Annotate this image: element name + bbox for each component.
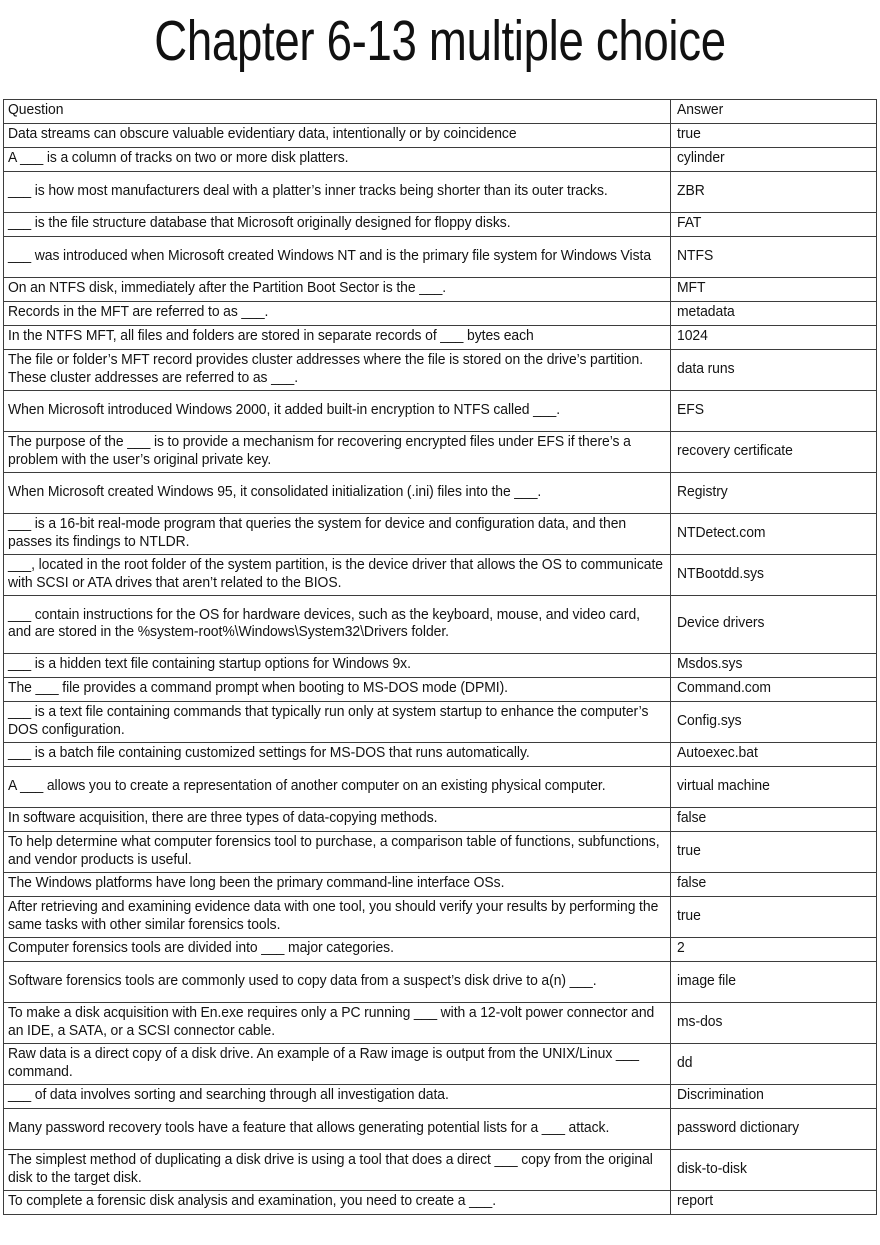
- question-cell: [4, 302, 671, 326]
- question-cell: [4, 596, 671, 654]
- table-row: [4, 1044, 877, 1085]
- table-row: [4, 1003, 877, 1044]
- question-cell: [4, 1003, 671, 1044]
- answer-cell: [671, 767, 877, 808]
- answer-text: 2: [677, 940, 685, 957]
- question-text: Records in the MFT are referred to as ___.: [8, 304, 269, 321]
- question-cell: [4, 278, 671, 302]
- answer-cell: [671, 302, 877, 326]
- table-row: [4, 1109, 877, 1150]
- answer-cell: [671, 596, 877, 654]
- answer-text: NTFS: [677, 247, 714, 264]
- question-cell: [4, 702, 671, 743]
- question-text: The ___ file provides a command prompt when booting to MS-DOS mode (DPMI).: [8, 680, 509, 697]
- answer-cell: [671, 1191, 877, 1215]
- question-text: ___ is a 16-bit real-mode program that queries the system for device and configuration data, and then passes its findings to NTLDR.: [8, 516, 627, 550]
- table-row: [4, 172, 877, 213]
- question-cell: [4, 350, 671, 391]
- question-text: The simplest method of duplicating a disk drive is using a tool that does a direct ___ copy from the original disk to the target disk.: [8, 1152, 653, 1186]
- answer-cell: [671, 743, 877, 767]
- table-row: [4, 148, 877, 172]
- question-cell: [4, 938, 671, 962]
- answer-text: disk-to-disk: [677, 1160, 747, 1177]
- table-row: [4, 654, 877, 678]
- answer-cell: [671, 391, 877, 432]
- question-text: ___ is a text file containing commands that typically run only at system startup to enhance the computer’s DOS configuration.: [8, 704, 649, 738]
- question-text: When Microsoft introduced Windows 2000, it added built-in encryption to NTFS called ___.: [8, 401, 561, 418]
- answer-cell: [671, 514, 877, 555]
- table-row: [4, 555, 877, 596]
- question-cell: [4, 1085, 671, 1109]
- question-cell: [4, 514, 671, 555]
- question-cell: [4, 1044, 671, 1085]
- table-row: [4, 767, 877, 808]
- answer-cell: [671, 350, 877, 391]
- table-header-row: [4, 100, 877, 124]
- answer-cell: [671, 473, 877, 514]
- question-cell: [4, 678, 671, 702]
- table-row: [4, 873, 877, 897]
- question-answer-table: [3, 99, 877, 1215]
- question-cell: [4, 391, 671, 432]
- answer-text: true: [677, 842, 701, 859]
- answer-text: ZBR: [677, 182, 705, 199]
- answer-text: MFT: [677, 280, 706, 297]
- question-text: ___, located in the root folder of the system partition, is the device driver that allows the OS to communicate with SCSI or ATA drives that aren’t related to the BIOS.: [8, 557, 663, 591]
- answer-cell: [671, 702, 877, 743]
- question-cell: [4, 743, 671, 767]
- question-cell: [4, 172, 671, 213]
- answer-cell: [671, 124, 877, 148]
- answer-cell: [671, 172, 877, 213]
- answer-text: cylinder: [677, 150, 725, 167]
- answer-text: Msdos.sys: [677, 656, 743, 673]
- question-cell: [4, 124, 671, 148]
- answer-cell: [671, 1085, 877, 1109]
- answer-text: virtual machine: [677, 777, 770, 794]
- answer-cell: [671, 1044, 877, 1085]
- question-text: On an NTFS disk, immediately after the Partition Boot Sector is the ___.: [8, 280, 447, 297]
- question-text: To complete a forensic disk analysis and examination, you need to create a ___.: [8, 1193, 497, 1210]
- answer-text: 1024: [677, 328, 708, 345]
- answer-text: Command.com: [677, 680, 771, 697]
- question-text: A ___ is a column of tracks on two or more disk platters.: [8, 150, 349, 167]
- answer-cell: [671, 938, 877, 962]
- table-row: [4, 473, 877, 514]
- table-row: [4, 1150, 877, 1191]
- answer-text: data runs: [677, 360, 735, 377]
- question-text: ___ is how most manufacturers deal with a platter’s inner tracks being shorter than its outer tracks.: [8, 182, 608, 199]
- answer-text: true: [677, 907, 701, 924]
- table-row: [4, 302, 877, 326]
- table-row: [4, 1085, 877, 1109]
- answer-cell: [671, 962, 877, 1003]
- question-text: Data streams can obscure valuable evidentiary data, intentionally or by coincidence: [8, 126, 517, 143]
- question-cell: [4, 1109, 671, 1150]
- question-text: Software forensics tools are commonly used to copy data from a suspect’s disk drive to a(n) ___.: [8, 972, 597, 989]
- answer-text: EFS: [677, 401, 704, 418]
- question-cell: [4, 897, 671, 938]
- table-row: [4, 391, 877, 432]
- answer-text: Autoexec.bat: [677, 745, 758, 762]
- answer-text: image file: [677, 972, 736, 989]
- table-row: [4, 278, 877, 302]
- table-row: [4, 678, 877, 702]
- question-cell: [4, 1150, 671, 1191]
- question-cell: [4, 873, 671, 897]
- question-text: In software acquisition, there are three types of data-copying methods.: [8, 810, 438, 827]
- question-text: The file or folder’s MFT record provides cluster addresses where the file is stored on the drive’s partition. These cluster addresses are referred to as ___.: [8, 352, 644, 386]
- question-text: ___ was introduced when Microsoft created Windows NT and is the primary file system for Windows Vista: [8, 247, 652, 264]
- question-cell: [4, 767, 671, 808]
- question-text: Computer forensics tools are divided into ___ major categories.: [8, 940, 394, 957]
- column-header-question: Question: [4, 100, 671, 124]
- answer-cell: [671, 808, 877, 832]
- table-row: [4, 596, 877, 654]
- answer-cell: [671, 897, 877, 938]
- question-cell: [4, 832, 671, 873]
- column-header-answer: Answer: [671, 100, 877, 124]
- question-cell: [4, 148, 671, 172]
- answer-cell: [671, 237, 877, 278]
- question-text: Many password recovery tools have a feature that allows generating potential lists for a ___ attack.: [8, 1119, 610, 1136]
- answer-text: dd: [677, 1054, 693, 1071]
- table-row: [4, 514, 877, 555]
- question-cell: [4, 808, 671, 832]
- question-text: ___ of data involves sorting and searching through all investigation data.: [8, 1087, 449, 1104]
- question-text: The Windows platforms have long been the primary command-line interface OSs.: [8, 875, 505, 892]
- question-cell: [4, 237, 671, 278]
- answer-text: NTDetect.com: [677, 524, 766, 541]
- answer-cell: [671, 678, 877, 702]
- table-row: [4, 213, 877, 237]
- question-cell: [4, 654, 671, 678]
- answer-cell: [671, 148, 877, 172]
- question-text: ___ contain instructions for the OS for hardware devices, such as the keyboard, mouse, and video card, and are stored in the %system-root%\Windows\System32\Drivers folder.: [8, 606, 640, 640]
- table-row: [4, 124, 877, 148]
- table-row: [4, 938, 877, 962]
- answer-text: recovery certificate: [677, 442, 793, 459]
- question-text: To help determine what computer forensics tool to purchase, a comparison table of functions, subfunctions, and vendor products is useful.: [8, 834, 660, 868]
- answer-text: Discrimination: [677, 1087, 764, 1104]
- question-cell: [4, 326, 671, 350]
- answer-cell: [671, 278, 877, 302]
- question-text: To make a disk acquisition with En.exe requires only a PC running ___ with a 12-volt power connector and an IDE, a SATA, or a SCSI connector cable.: [8, 1005, 655, 1039]
- question-text: Raw data is a direct copy of a disk drive. An example of a Raw image is output from the UNIX/Linux ___ command.: [8, 1046, 640, 1080]
- question-cell: [4, 432, 671, 473]
- answer-cell: [671, 654, 877, 678]
- answer-text: Config.sys: [677, 712, 742, 729]
- table-row: [4, 743, 877, 767]
- question-text: A ___ allows you to create a representation of another computer on an existing physical computer.: [8, 777, 606, 794]
- answer-text: password dictionary: [677, 1119, 800, 1136]
- answer-cell: [671, 1150, 877, 1191]
- table-row: [4, 808, 877, 832]
- answer-text: NTBootdd.sys: [677, 565, 764, 582]
- question-text: ___ is a hidden text file containing startup options for Windows 9x.: [8, 656, 411, 673]
- answer-text: true: [677, 126, 701, 143]
- question-cell: [4, 473, 671, 514]
- answer-text: Registry: [677, 483, 728, 500]
- question-text: In the NTFS MFT, all files and folders are stored in separate records of ___ bytes each: [8, 328, 534, 345]
- answer-cell: [671, 1109, 877, 1150]
- question-text: ___ is the file structure database that Microsoft originally designed for floppy disks.: [8, 215, 511, 232]
- answer-cell: [671, 832, 877, 873]
- answer-cell: [671, 213, 877, 237]
- answer-text: ms-dos: [677, 1013, 723, 1030]
- question-text: After retrieving and examining evidence data with one tool, you should verify your results by performing the same tasks with other similar forensics tools.: [8, 899, 659, 933]
- answer-cell: [671, 432, 877, 473]
- question-cell: [4, 213, 671, 237]
- answer-text: false: [677, 875, 707, 892]
- answer-text: FAT: [677, 215, 702, 232]
- question-text: ___ is a batch file containing customized settings for MS-DOS that runs automatically.: [8, 745, 530, 762]
- table-row: [4, 326, 877, 350]
- answer-cell: [671, 555, 877, 596]
- table-row: [4, 237, 877, 278]
- table-row: [4, 1191, 877, 1215]
- question-cell: [4, 962, 671, 1003]
- question-cell: [4, 555, 671, 596]
- question-cell: [4, 1191, 671, 1215]
- answer-text: metadata: [677, 304, 735, 321]
- table-row: [4, 350, 877, 391]
- answer-cell: [671, 1003, 877, 1044]
- table-row: [4, 962, 877, 1003]
- answer-text: false: [677, 810, 707, 827]
- table-row: [4, 432, 877, 473]
- table-row: [4, 897, 877, 938]
- answer-text: report: [677, 1193, 714, 1210]
- answer-text: Device drivers: [677, 615, 765, 632]
- question-text: When Microsoft created Windows 95, it consolidated initialization (.ini) files into the ___.: [8, 483, 542, 500]
- answer-cell: [671, 326, 877, 350]
- table-row: [4, 702, 877, 743]
- table-body: [4, 100, 877, 1215]
- table-row: [4, 832, 877, 873]
- question-text: The purpose of the ___ is to provide a mechanism for recovering encrypted files under EFS if there’s a problem with the user’s original private key.: [8, 434, 631, 468]
- page-title: Chapter 6-13 multiple choice: [154, 9, 726, 73]
- answer-cell: [671, 873, 877, 897]
